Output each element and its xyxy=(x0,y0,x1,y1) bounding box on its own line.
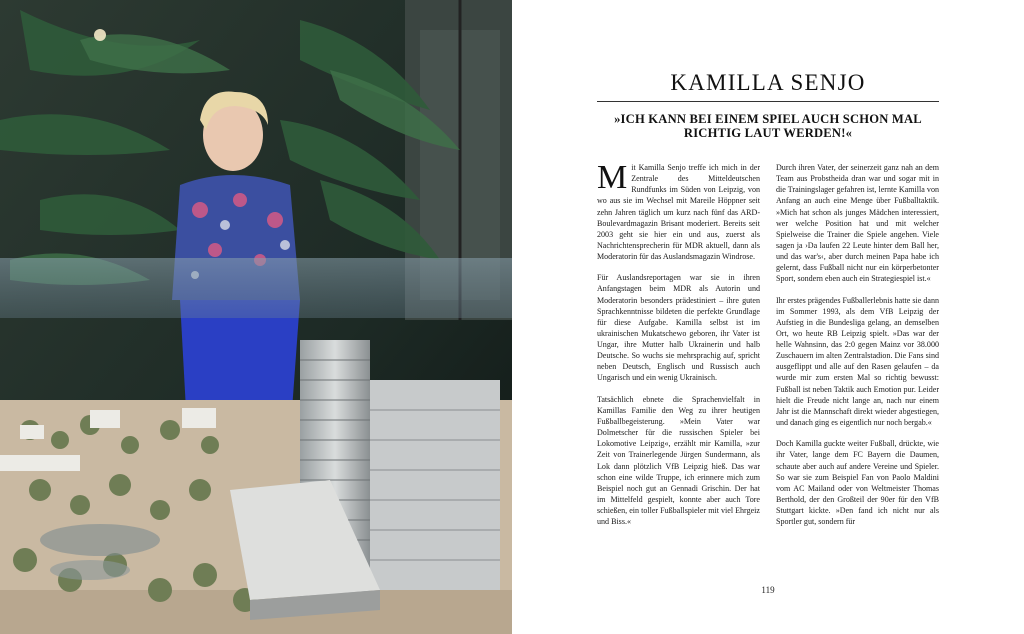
text-column-right xyxy=(776,162,939,537)
subhead-line: »ICH KANN BEI EINEM SPIEL AUCH SCHON MAL xyxy=(614,112,922,126)
paragraph: Tatsächlich ebnete die Sprachenvielfalt in Kamillas Familie den Weg zu ihrer heutigen Fußballbegeisterung. »Mein Vater war Dolmetscher für die russischen Spieler bei Lokomotive Leipzig«, erzählt mir Kamilla, »zur Zeit von Trainerlegende Jürgen Sundermann, als Lok dann plötzlich VfB Leipzig hieß. Das war schon eine wilde Truppe, ich erinnere mich zum Beispiel noch gut an Gennadi Grischin. Der hat im Mittelfeld gespielt, konnte aber auch Tore schießen, ein toller Fußballspieler mit viel Ehrgeiz und Biss.« xyxy=(597,394,760,527)
title-rule xyxy=(597,101,939,102)
paragraph: Ihr erstes prägendes Fußballerlebnis hatte sie dann im Sommer 1993, als dem VfB Leipzig der Aufstieg in die Bundesliga gelang, an demselben Ort, wo heute RB Leipzig spielt. »Das war der helle Wahnsinn, das 2:0 gegen Mainz vor 38.000 Zuschauern im alten Zentralstadion. Die Fans sind ausgeflippt und alle auf den Rasen gelaufen – da wurde mir zum ersten Mal so richtig bewusst: Fußball ist neben Taktik auch Emotion pur. Leider hielt die Freude nicht lange an, nach nur einem Jahr ist die Mannschaft direkt wieder abgestiegen, und danach ging es eigentlich nur noch bergab.« xyxy=(776,295,939,427)
page-number: 119 xyxy=(761,585,775,595)
article-page xyxy=(512,0,1024,634)
paragraph-text: it Kamilla Senjo treffe ich mich in der Zentrale des Mitteldeutschen Rundfunks im Süden von Leipzig, von wo aus sie im Wechsel mit Mareile Höppner seit zehn Jahren täglich um kurz nach fünf das ARD-Boulevardmagazin Brisant moderiert. Bereits seit 2003 geht sie hier ein und aus, zuerst als Nachrichtensprecherin für MDR aktuell, dann als Moderatorin für das Auslandsmagazin Windrose. xyxy=(597,163,760,261)
article-subhead xyxy=(597,112,939,140)
drop-cap: M xyxy=(597,159,628,196)
paragraph: Doch Kamilla guckte weiter Fußball, drückte, wie ihr Vater, lange dem FC Bayern die Daumen, schaute aber auch auf andere Vereine und Spieler. So war sie zum Beispiel Fan von Paolo Maldini vom AC Mailand oder von Weltmeister Thomas Berthold, der den Großteil der 90er für den VfB Stuttgart kickte. »Den fand ich nicht nur als Sportler gut, sondern für xyxy=(776,439,939,527)
paragraph xyxy=(597,159,760,262)
article-title: KAMILLA SENJO xyxy=(670,70,866,95)
paragraph: Durch ihren Vater, der seinerzeit ganz nah an dem Team aus Probstheida dran war und sogar mit in die Trainingslager gefahren ist, lernte Kamilla von Anfang an auch eine Menge über Fußballtaktik. »Mich hat schon als junges Mädchen interessiert, wer welche Position hat und mit welcher Spielweise die Trainer die Spiele angehen. Viele sagen ja ›Da laufen 22 Leute hinter dem Ball her, und das war's‹, aber durch meinen Papa habe ich gelernt, dass Fußball nicht nur ein körperbetonter Sport, sondern eben auch ein Strategiespiel ist.« xyxy=(776,163,939,284)
text-column-left xyxy=(597,159,760,537)
paragraph: Für Auslandsreportagen war sie in ihren Anfangstagen beim MDR als Autorin und Moderatorin besonders prädestiniert – ihre guten Sprachkenntnisse bildeten die perfekte Grundlage für diese Aufgabe. Kamilla selbst ist im ukrainischen Mukatschewo geboren, ihr Vater ist Ungar, ihre Mutter halb Ukrainerin und halb Deutsche. So wuchs sie mehrsprachig auf, spricht neben Deutsch, Englisch und Russisch auch Ungarisch und ein wenig Ukrainisch. xyxy=(597,273,760,383)
subhead-line: RICHTIG LAUT WERDEN!« xyxy=(683,126,853,140)
